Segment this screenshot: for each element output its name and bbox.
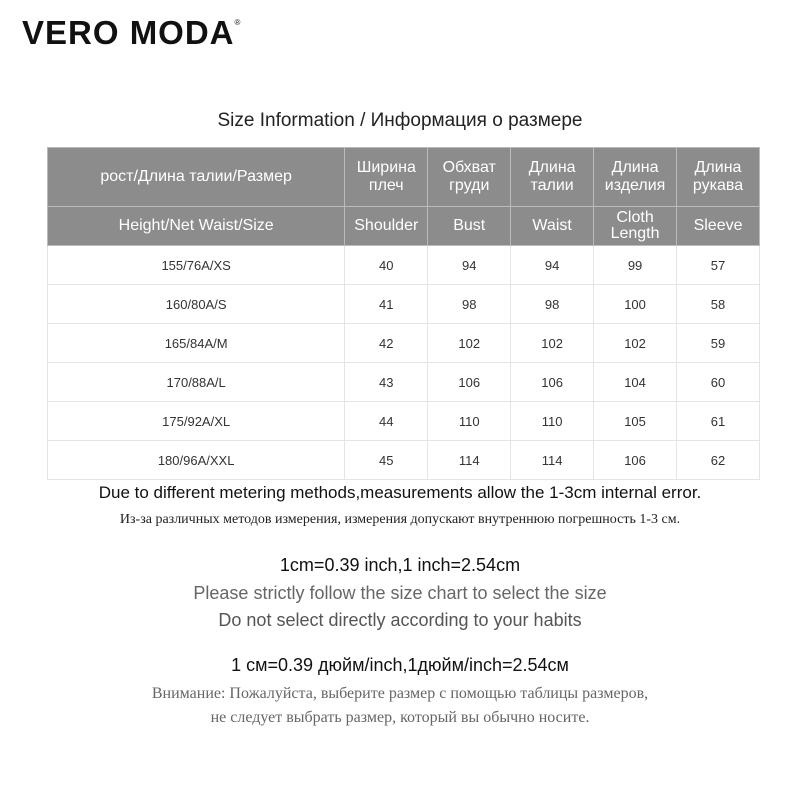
measurement-cell: 106 <box>594 441 677 480</box>
header-cell-en: Shoulder <box>345 207 428 246</box>
header-cell-en: Sleeve <box>677 207 760 246</box>
header-cell-en: Height/Net Waist/Size <box>48 207 345 246</box>
table-row <box>48 441 760 480</box>
header-cell-en: Waist <box>511 207 594 246</box>
measurement-cell: 98 <box>428 285 511 324</box>
measurement-cell: 99 <box>594 246 677 285</box>
size-cell: 170/88A/L <box>48 363 345 402</box>
brand-name: VERO MODA <box>22 14 235 51</box>
header-cell-en: Cloth Length <box>594 207 677 246</box>
conversion-en: 1cm=0.39 inch,1 inch=2.54cm <box>279 555 521 575</box>
header-cell-ru: Ширина плеч <box>345 148 428 207</box>
measurement-cell: 106 <box>511 363 594 402</box>
table-row <box>48 285 760 324</box>
measurement-cell: 41 <box>345 285 428 324</box>
measurement-cell: 57 <box>677 246 760 285</box>
conversion-ru: 1 см=0.39 дюйм/inch,1дюйм/inch=2.54см <box>231 655 569 675</box>
measurement-cell: 105 <box>594 402 677 441</box>
measurement-cell: 106 <box>428 363 511 402</box>
measurement-cell: 102 <box>511 324 594 363</box>
measurement-cell: 114 <box>428 441 511 480</box>
header-cell-ru: Обхват груди <box>428 148 511 207</box>
measurement-cell: 40 <box>345 246 428 285</box>
header-cell-en: Bust <box>428 207 511 246</box>
measurement-cell: 94 <box>428 246 511 285</box>
measurement-cell: 45 <box>345 441 428 480</box>
measurement-cell: 42 <box>345 324 428 363</box>
size-cell: 180/96A/XXL <box>48 441 345 480</box>
table-row <box>48 324 760 363</box>
header-cell-ru: рост/Длина талии/Размер <box>48 148 345 207</box>
measurement-cell: 102 <box>594 324 677 363</box>
measurement-cell: 100 <box>594 285 677 324</box>
size-cell: 165/84A/M <box>48 324 345 363</box>
header-cell-ru: Длина рукава <box>677 148 760 207</box>
measurement-cell: 61 <box>677 402 760 441</box>
header-cell-ru: Длина изделия <box>594 148 677 207</box>
size-cell: 175/92A/XL <box>48 402 345 441</box>
header-row-en <box>48 207 760 246</box>
measurement-cell: 98 <box>511 285 594 324</box>
error-note-ru: Из-за различных методов измерения, измерения допускают внутреннюю погрешность 1-3 см. <box>119 512 681 527</box>
measurement-cell: 58 <box>677 285 760 324</box>
warning-ru-2: не следует выбрать размер, который вы обычно носите. <box>210 709 590 726</box>
measurement-cell: 43 <box>345 363 428 402</box>
follow-chart-note: Please strictly follow the size chart to select the size <box>193 583 607 603</box>
size-cell: 160/80A/S <box>48 285 345 324</box>
table-row <box>48 363 760 402</box>
error-note-en: Due to different metering methods,measurements allow the 1-3cm internal error. <box>98 483 702 502</box>
habits-note: Do not select directly according to your habits <box>218 610 582 630</box>
measurement-cell: 102 <box>428 324 511 363</box>
brand-logo: VERO MODA® <box>22 14 242 51</box>
header-cell-ru: Длина талии <box>511 148 594 207</box>
measurement-cell: 110 <box>428 402 511 441</box>
header-row-ru <box>48 148 760 207</box>
page-title: Size Information / Информация о размере <box>217 110 583 131</box>
measurement-cell: 62 <box>677 441 760 480</box>
measurement-cell: 60 <box>677 363 760 402</box>
measurement-cell: 94 <box>511 246 594 285</box>
size-table <box>47 147 760 480</box>
size-cell: 155/76A/XS <box>48 246 345 285</box>
table-row <box>48 402 760 441</box>
measurement-cell: 59 <box>677 324 760 363</box>
measurement-cell: 44 <box>345 402 428 441</box>
warning-ru-1: Внимание: Пожалуйста, выберите размер с помощью таблицы размеров, <box>151 685 649 702</box>
table-row <box>48 246 760 285</box>
measurement-cell: 110 <box>511 402 594 441</box>
measurement-cell: 114 <box>511 441 594 480</box>
measurement-cell: 104 <box>594 363 677 402</box>
